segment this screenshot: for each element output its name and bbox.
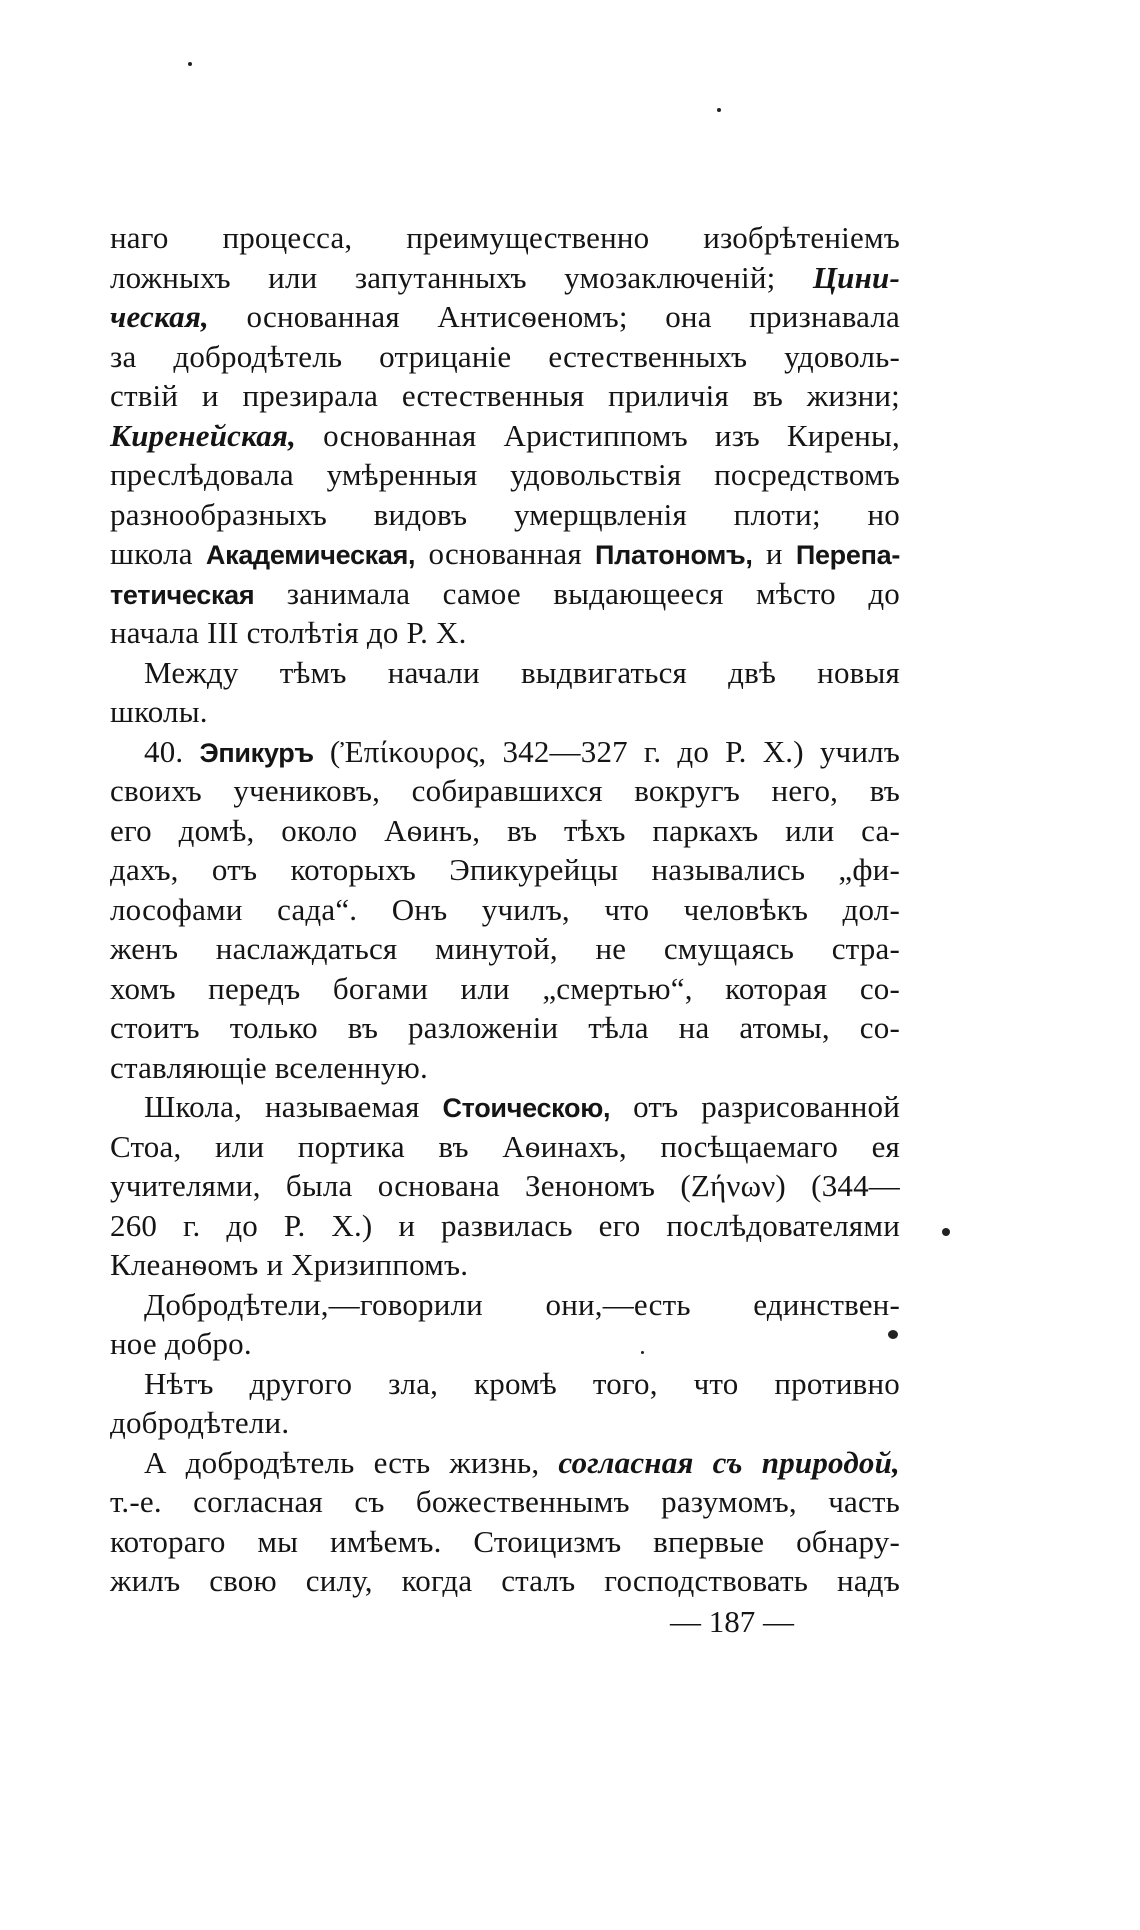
text-span: Нѣтъ другого зла, кромѣ того, что противно (144, 1365, 900, 1401)
school-name-cyrenaic: Киренейская, (110, 417, 297, 453)
text-span: лософами сада“. Онъ училъ, что человѣкъ дол- (110, 891, 900, 927)
text-span: дахъ, отъ которыхъ Эпикурейцы назывались „фи- (110, 852, 900, 887)
text-span: Между тѣмъ начали выдвигаться двѣ новыя (144, 654, 900, 690)
emphasis-phrase: согласная съ природой, (558, 1444, 900, 1480)
text-span: своихъ учениковъ, собиравшихся вокругъ него, въ (110, 773, 900, 808)
text-span: за добродѣтель отрицаніе естественныхъ удоволь- (110, 338, 900, 374)
text-span: ложныхъ или запутанныхъ умозаключеній; (110, 259, 776, 295)
text-line (110, 929, 900, 969)
text-span: основанная (428, 536, 582, 571)
text-line (110, 1443, 900, 1483)
text-span: отъ разрисованной (633, 1089, 901, 1124)
text-line (110, 732, 900, 772)
text-line (110, 218, 900, 258)
page-number: — 187 — (670, 1604, 794, 1639)
scan-speck (888, 1330, 898, 1339)
text-span: учителями, была основана Зенономъ (Ζήνων) (344— (110, 1168, 900, 1203)
text-line (110, 1048, 900, 1088)
text-span: основанная Антисѳеномъ; она признавала (246, 299, 900, 334)
person-name-plato: Платономъ, (595, 540, 753, 570)
text-span: Добродѣтели,—говорили они,—есть единствен- (144, 1286, 900, 1322)
text-span: хомъ передъ богами или „смертью“, которая со- (110, 970, 900, 1006)
text-span: 260 г. до Р. Х.) и развилась его послѣдователями (110, 1207, 900, 1243)
text-span: начала III столѣтія до Р. Х. (110, 615, 467, 650)
text-line (110, 1403, 900, 1443)
text-line (110, 416, 900, 456)
text-line (110, 534, 900, 574)
text-line (110, 1482, 900, 1522)
text-line (110, 1206, 900, 1246)
text-line (110, 337, 900, 377)
text-span: Стоа, или портика въ Аѳинахъ, посѣщаемаго ея (110, 1128, 900, 1164)
text-line (110, 1561, 900, 1601)
text-span: наго процесса, преимущественно изобрѣтеніемъ (110, 220, 900, 255)
text-line (110, 1008, 900, 1048)
text-line (110, 297, 900, 337)
text-span: Клеанѳомъ и Хризиппомъ. (110, 1247, 469, 1282)
text-line (110, 495, 900, 535)
text-span: его домѣ, около Аѳинъ, въ тѣхъ паркахъ или са- (110, 812, 900, 848)
text-span: ствій и презирала естественныя приличія въ жизни; (110, 378, 900, 413)
text-line (110, 653, 900, 693)
scan-speck (942, 1228, 950, 1236)
text-line (110, 613, 900, 653)
text-span: добродѣтели. (110, 1405, 290, 1440)
text-span: и (765, 536, 783, 571)
text-line (110, 1364, 900, 1404)
text-line (110, 1166, 900, 1206)
text-span: котораго мы имѣемъ. Стоицизмъ впервые обнару- (110, 1523, 900, 1559)
text-span: А добродѣтель есть жизнь, (144, 1444, 540, 1480)
text-span: жилъ свою силу, когда сталъ господствовать надъ (110, 1563, 900, 1598)
person-name-epicurus: Эпикуръ (199, 737, 314, 768)
text-span: занимала самое выдающееся мѣсто до (286, 575, 900, 611)
text-line (110, 455, 900, 495)
text-line (110, 1522, 900, 1562)
school-name-academic: Академическая, (205, 540, 416, 570)
text-line (110, 376, 900, 416)
text-line (110, 969, 900, 1009)
page-body (110, 218, 900, 1601)
text-span: ное добро. (110, 1326, 252, 1361)
text-line (110, 1087, 900, 1127)
text-line (110, 574, 900, 614)
text-span: ставляющіе вселенную. (110, 1049, 428, 1085)
text-line (110, 850, 900, 890)
text-span: школа (110, 536, 193, 571)
text-span: т.-е. согласная съ божественнымъ разумомъ, часть (110, 1484, 900, 1519)
text-line (110, 692, 900, 732)
text-line (110, 890, 900, 930)
school-name-stoic: Стоическою, (442, 1093, 611, 1123)
text-line (110, 1245, 900, 1285)
text-line (110, 771, 900, 811)
text-span: женъ наслаждаться минутой, не смущаясь стра- (110, 931, 900, 966)
school-name-cynic: Цини- (812, 259, 900, 295)
text-line (110, 1285, 900, 1325)
text-span: Школа, называемая (144, 1089, 420, 1124)
section-number: 40. (144, 733, 184, 769)
scan-speck (717, 108, 721, 112)
text-span: школы. (110, 694, 208, 729)
school-name-peripatetic-cont: тетическая (110, 579, 255, 610)
scan-speck (641, 1351, 644, 1354)
text-line (110, 1324, 900, 1364)
text-span: разнообразныхъ видовъ умерщвленія плоти; но (110, 496, 900, 532)
text-span: (Ἐπίκουρος, 342—327 г. до Р. Х.) училъ (329, 733, 901, 769)
scan-speck (188, 62, 192, 66)
text-span: преслѣдовала умѣренныя удовольствія посредствомъ (110, 457, 900, 492)
text-line (110, 258, 900, 298)
text-span: основанная Аристиппомъ изъ Кирены, (323, 417, 900, 453)
text-span: стоитъ только въ разложеніи тѣла на атомы, со- (110, 1010, 900, 1045)
school-name-cynic-cont: ческая, (110, 299, 209, 334)
text-line (110, 811, 900, 851)
school-name-peripatetic: Перепа- (795, 540, 901, 570)
text-line (110, 1127, 900, 1167)
